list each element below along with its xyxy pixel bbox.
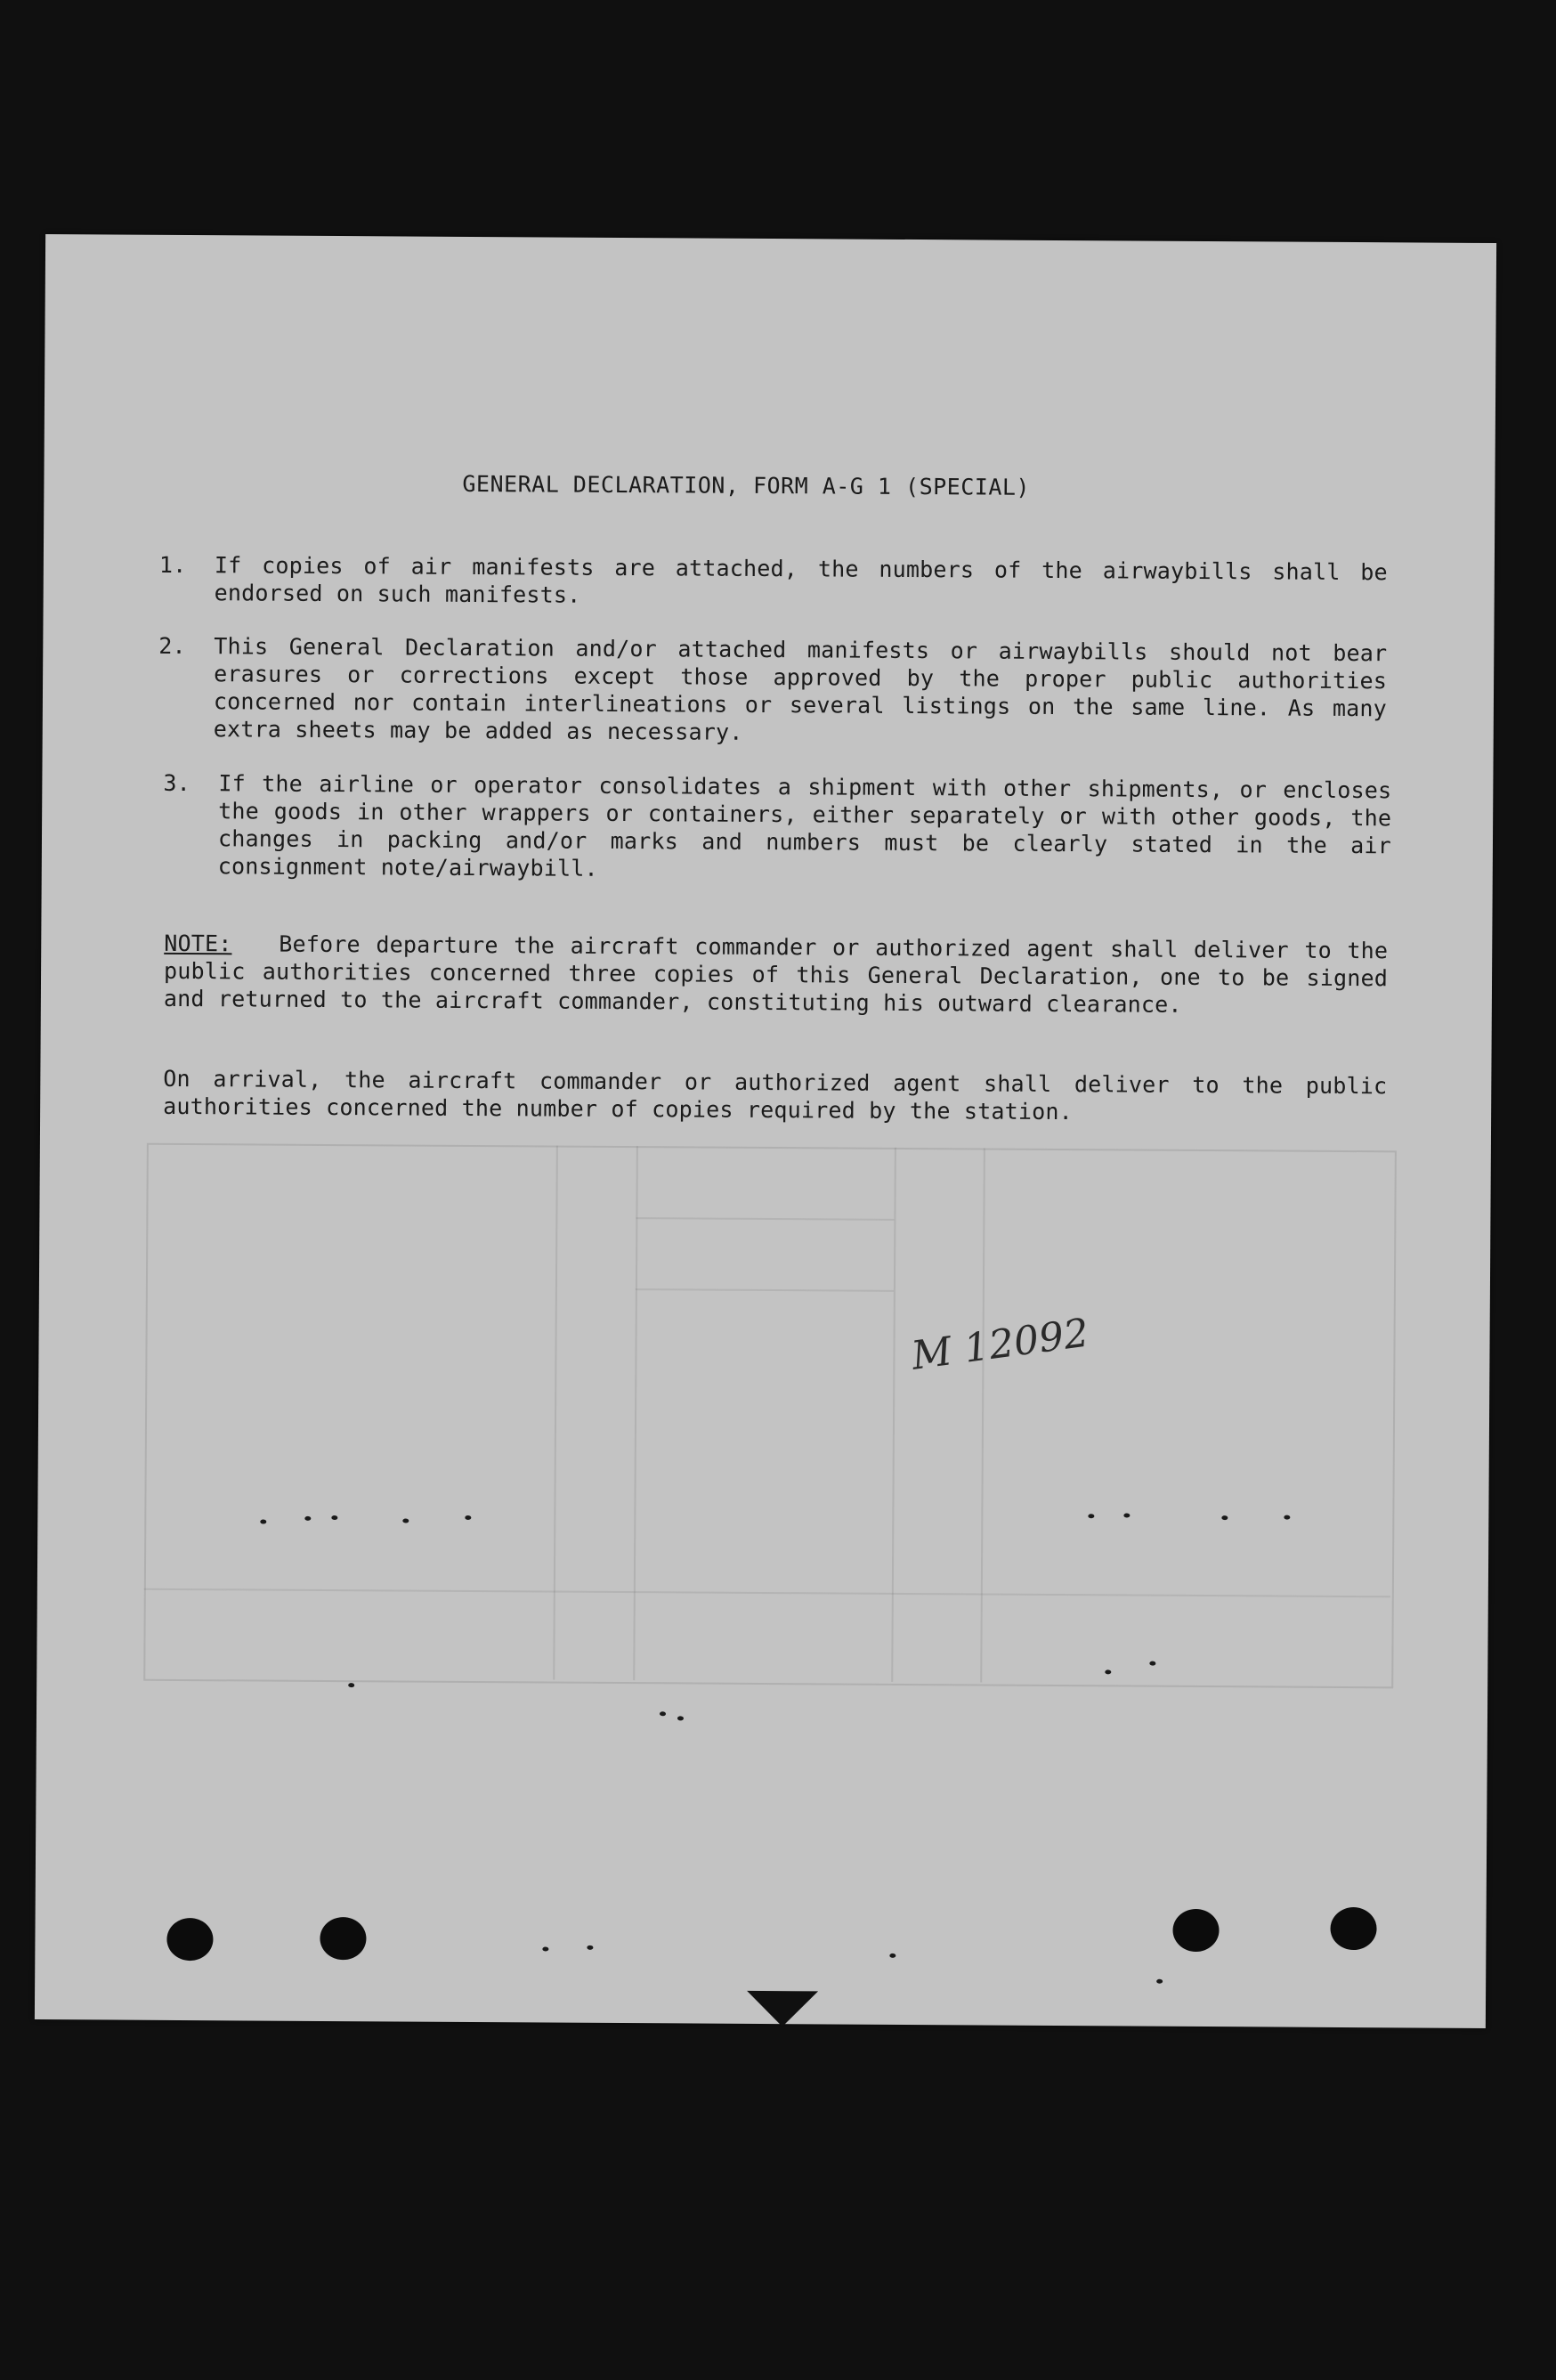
ink-speck	[260, 1520, 266, 1524]
punch-hole	[1172, 1909, 1219, 1952]
ink-speck	[304, 1516, 311, 1521]
ink-speck	[465, 1515, 471, 1520]
page-title: GENERAL DECLARATION, FORM A-G 1 (SPECIAL)	[462, 470, 1031, 500]
ink-speck	[542, 1946, 548, 1951]
ink-speck	[677, 1716, 684, 1720]
ink-speck	[660, 1711, 666, 1716]
note-text: Before departure the aircraft commander or authorized agent shall deliver to the public authorities concerned three copies of this General Declaration, one to be signed and returned to the aircraft commander, constituting his outward clearance.	[163, 930, 1389, 1018]
ink-speck	[1105, 1669, 1111, 1674]
handwritten-mark: M 12092	[909, 1310, 1092, 1379]
punch-hole	[166, 1918, 213, 1961]
document-sheet	[35, 234, 1496, 2028]
ink-speck	[1284, 1515, 1290, 1520]
ink-speck	[1221, 1515, 1228, 1520]
instruction-item-1	[159, 551, 1388, 613]
item-text: This General Declaration and/or attached manifests or airwaybills should not bear erasures or corrections except those approved by the proper public authorities concerned nor contain interlineations or several listings on the same line. As many extra sheets may be added as necessary.	[213, 633, 1388, 745]
item-number: 3.	[163, 769, 190, 797]
note-paragraph	[164, 930, 1389, 1019]
punch-hole	[1330, 1907, 1376, 1950]
ink-speck	[1149, 1661, 1155, 1666]
arrival-paragraph: On arrival, the aircraft commander or authorized agent shall deliver to the public authorities concerned the number of copies required by the station.	[163, 1065, 1388, 1125]
item-text: If the airline or operator consolidates a shipment with other shipments, or encloses the goods in other wrappers or containers, either separately or with other goods, the changes in packing and/or marks and numbers must be clearly stated in the air consignment note/airwaybill.	[217, 770, 1392, 881]
instruction-item-2	[158, 632, 1388, 750]
ink-speck	[1088, 1514, 1094, 1518]
item-text: If copies of air manifests are attached, the numbers of the airwaybills shall be endorsed on such manifests.	[214, 552, 1388, 608]
declaration-text	[35, 234, 1496, 2028]
ink-speck	[1156, 1979, 1163, 1984]
torn-edge	[747, 1991, 818, 2027]
ink-speck	[587, 1945, 593, 1950]
ink-speck	[402, 1519, 409, 1523]
ink-speck	[331, 1515, 337, 1520]
ink-speck	[348, 1683, 354, 1687]
item-number: 2.	[158, 632, 186, 660]
item-number: 1.	[158, 551, 187, 579]
ink-speck	[1123, 1513, 1130, 1517]
note-label: NOTE:	[164, 930, 232, 957]
instruction-item-3	[163, 769, 1392, 887]
ink-speck	[889, 1954, 896, 1958]
punch-hole	[320, 1917, 366, 1960]
